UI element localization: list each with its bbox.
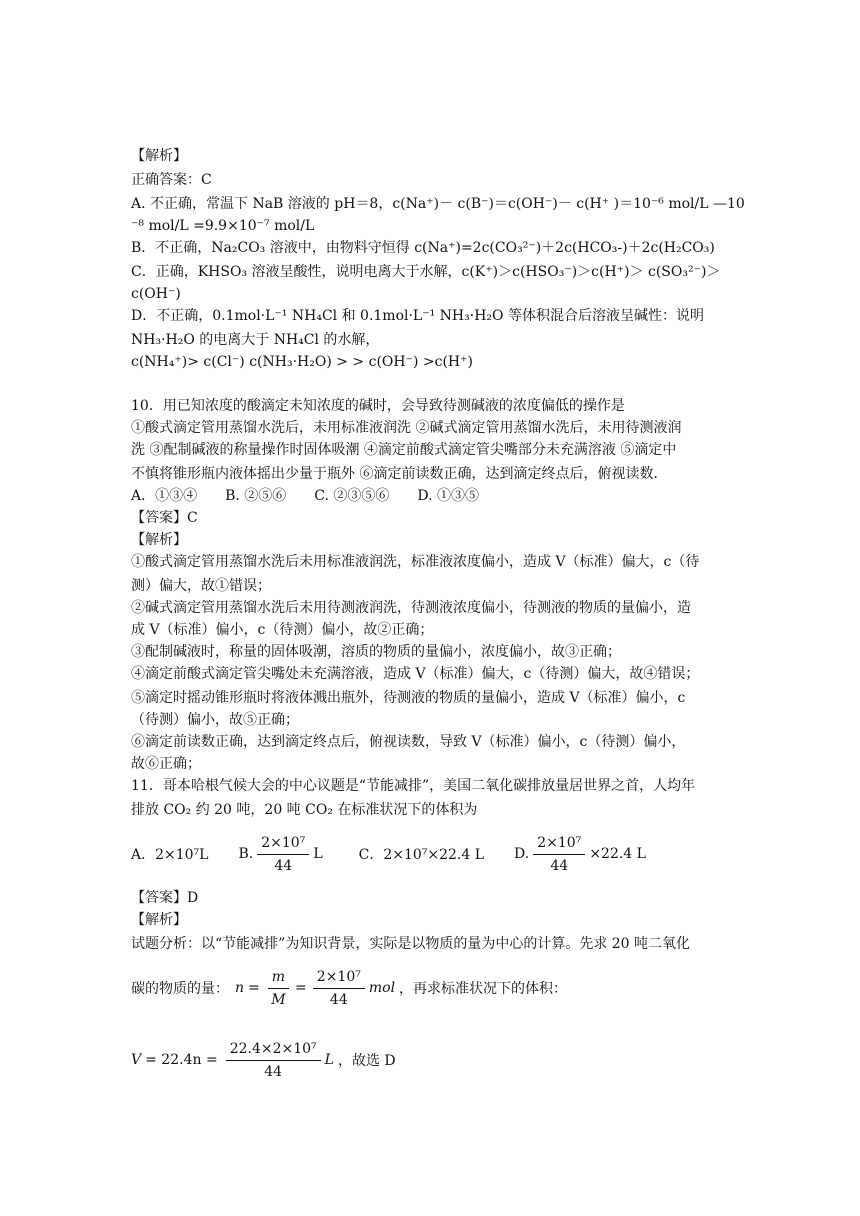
equation-prefix: 碳的物质的量： <box>131 981 229 997</box>
question-11-stem: 11．哥本哈根气候大会的中心议题是“节能减排”，美国二氧化碳排放量居世界之首，人均年 <box>131 778 696 794</box>
text-line: NH₃·H₂O 的电离大于 NH₄Cl 的水解， <box>131 332 380 348</box>
question-11-options <box>131 830 646 878</box>
option-a: A．2×10⁷L <box>131 847 209 863</box>
text-line: 试题分析：以“节能减排”为知识背景，实际是以物质的量为中心的计算。先求 20 吨二氧化 <box>131 936 691 952</box>
text-line: B．不正确，Na₂CO₃ 溶液中，由物料守恒得 c(Na⁺)=2c(CO₃²⁻)＋2c(HCO₃-)＋2c(H₂CO₃) <box>131 240 715 256</box>
text-line: ①酸式滴定管用蒸馏水洗后，未用标准液润洗 ②碱式滴定管用蒸馏水洗后，未用待测液润 <box>131 420 682 436</box>
analysis-label: 【解析】 <box>131 532 187 548</box>
text-line: 正确答案：C <box>131 172 212 188</box>
text-line: ③配制碱液时，称量的固体吸潮，溶质的物质的量偏小，浓度偏小，故③正确； <box>131 644 621 660</box>
text-line: C．正确，KHSO₃ 溶液呈酸性，说明电离大于水解，c(K⁺)＞c(HSO₃⁻)＞c(H⁺)＞ c(SO₃²⁻)＞ <box>131 264 721 280</box>
option-d-suffix: ×22.4 L <box>589 846 646 862</box>
text-line: c(NH₄⁺)> c(Cl⁻) c(NH₃·H₂O) > > c(OH⁻) >c(H⁺) <box>131 354 473 370</box>
analysis-label: 【解析】 <box>131 912 187 928</box>
option-b-unit: L <box>313 846 323 862</box>
text-line: 【解析】 <box>131 148 187 164</box>
option-d-prefix: D. <box>514 846 530 862</box>
var-n: n <box>235 980 245 996</box>
text-line: 排放 CO₂ 约 20 吨，20 吨 CO₂ 在标准状况下的体积为 <box>131 802 478 818</box>
text-line: 故⑥正确； <box>131 756 201 772</box>
text-line: ⑥滴定前读数正确，达到滴定终点后，俯视读数，导致 V（标准）偏小，c（待测）偏小， <box>131 734 686 750</box>
unit-mol: mol <box>368 980 396 996</box>
text-line: 洗 ③配制碱液的称量操作时固体吸潮 ④滴定前酸式滴定管尖嘴部分未充满溶液 ⑤滴定中 <box>131 442 677 458</box>
text-line: c(OH⁻) <box>131 286 181 302</box>
question-10-stem: 10．用已知浓度的酸滴定未知浓度的碱时，会导致待测碱液的浓度偏低的操作是 <box>131 398 625 414</box>
option-d-fraction: $\frac{\text{2×10⁷}}{44}$ <box>533 834 585 875</box>
var-V: V <box>131 1052 142 1068</box>
text-line: ②碱式滴定管用蒸馏水洗后未用待测液润洗，待测液浓度偏小，待测液的物质的量偏小，造 <box>131 600 691 616</box>
question-10-options: A．①③④ B. ②⑤⑥ C. ②③⑤⑥ D. ①③⑤ <box>131 488 480 504</box>
fraction-mass: $\frac{\text{2×10⁷}}{44}$ <box>313 968 365 1009</box>
option-b-fraction: $\frac{\text{2×10⁷}}{44}$ <box>257 834 309 875</box>
fraction-volume: $\frac{\text{22.4×2×10⁷}}{44}$ <box>226 1040 321 1081</box>
text-line: A. 不正确，常温下 NaB 溶液的 pH＝8，c(Na⁺)－ c(B⁻)＝c(OH⁻)－ c(H⁺ )＝10⁻⁶ mol/L —10 <box>131 196 745 212</box>
text-line: D．不正确，0.1mol·L⁻¹ NH₄Cl 和 0.1mol·L⁻¹ NH₃·H₂O 等体积混合后溶液呈碱性：说明 <box>131 308 704 324</box>
text-line: ⑤滴定时摇动锥形瓶时将液体溅出瓶外，待测液的物质的量偏小，造成 V（标准）偏小，c <box>131 690 686 706</box>
answer-label: 【答案】C <box>131 510 198 526</box>
answer-label: 【答案】D <box>131 890 199 906</box>
option-c: C．2×10⁷×22.4 L <box>358 847 485 863</box>
text-line: ①酸式滴定管用蒸馏水洗后未用标准液润洗，标准液浓度偏小，造成 V（标准）偏大，c（待 <box>131 554 700 570</box>
text-line: 测）偏大，故①错误； <box>131 578 271 594</box>
fraction-m-over-M: $\frac{m}{M}$ <box>268 968 289 1009</box>
text-line: ⁻⁸ mol/L =9.9×10⁻⁷ mol/L <box>131 218 315 234</box>
unit-L: L <box>324 1052 334 1068</box>
equation-moles: 碳的物质的量： n = $\frac{m}{M}$ = $\frac{\text{2×10⁷}}{44}$ mol ，再求标准状况下的体积： <box>131 968 568 1008</box>
option-b-prefix: B. <box>238 846 254 862</box>
text-line: 不慎将锥形瓶内液体摇出少量于瓶外 ⑥滴定前读数正确，达到滴定终点后，俯视读数． <box>131 466 668 482</box>
equation-volume: V = 22.4n = $\frac{\text{22.4×2×10⁷}}{44}$ L ，故选 D <box>131 1040 396 1080</box>
text-line: ④滴定前酸式滴定管尖嘴处未充满溶液，造成 V（标准）偏大，c（待测）偏大，故④错误； <box>131 666 700 682</box>
text-line: （待测）偏小，故⑤正确； <box>131 712 299 728</box>
text-line: 成 V（标准）偏小，c（待测）偏小，故②正确； <box>131 622 434 638</box>
